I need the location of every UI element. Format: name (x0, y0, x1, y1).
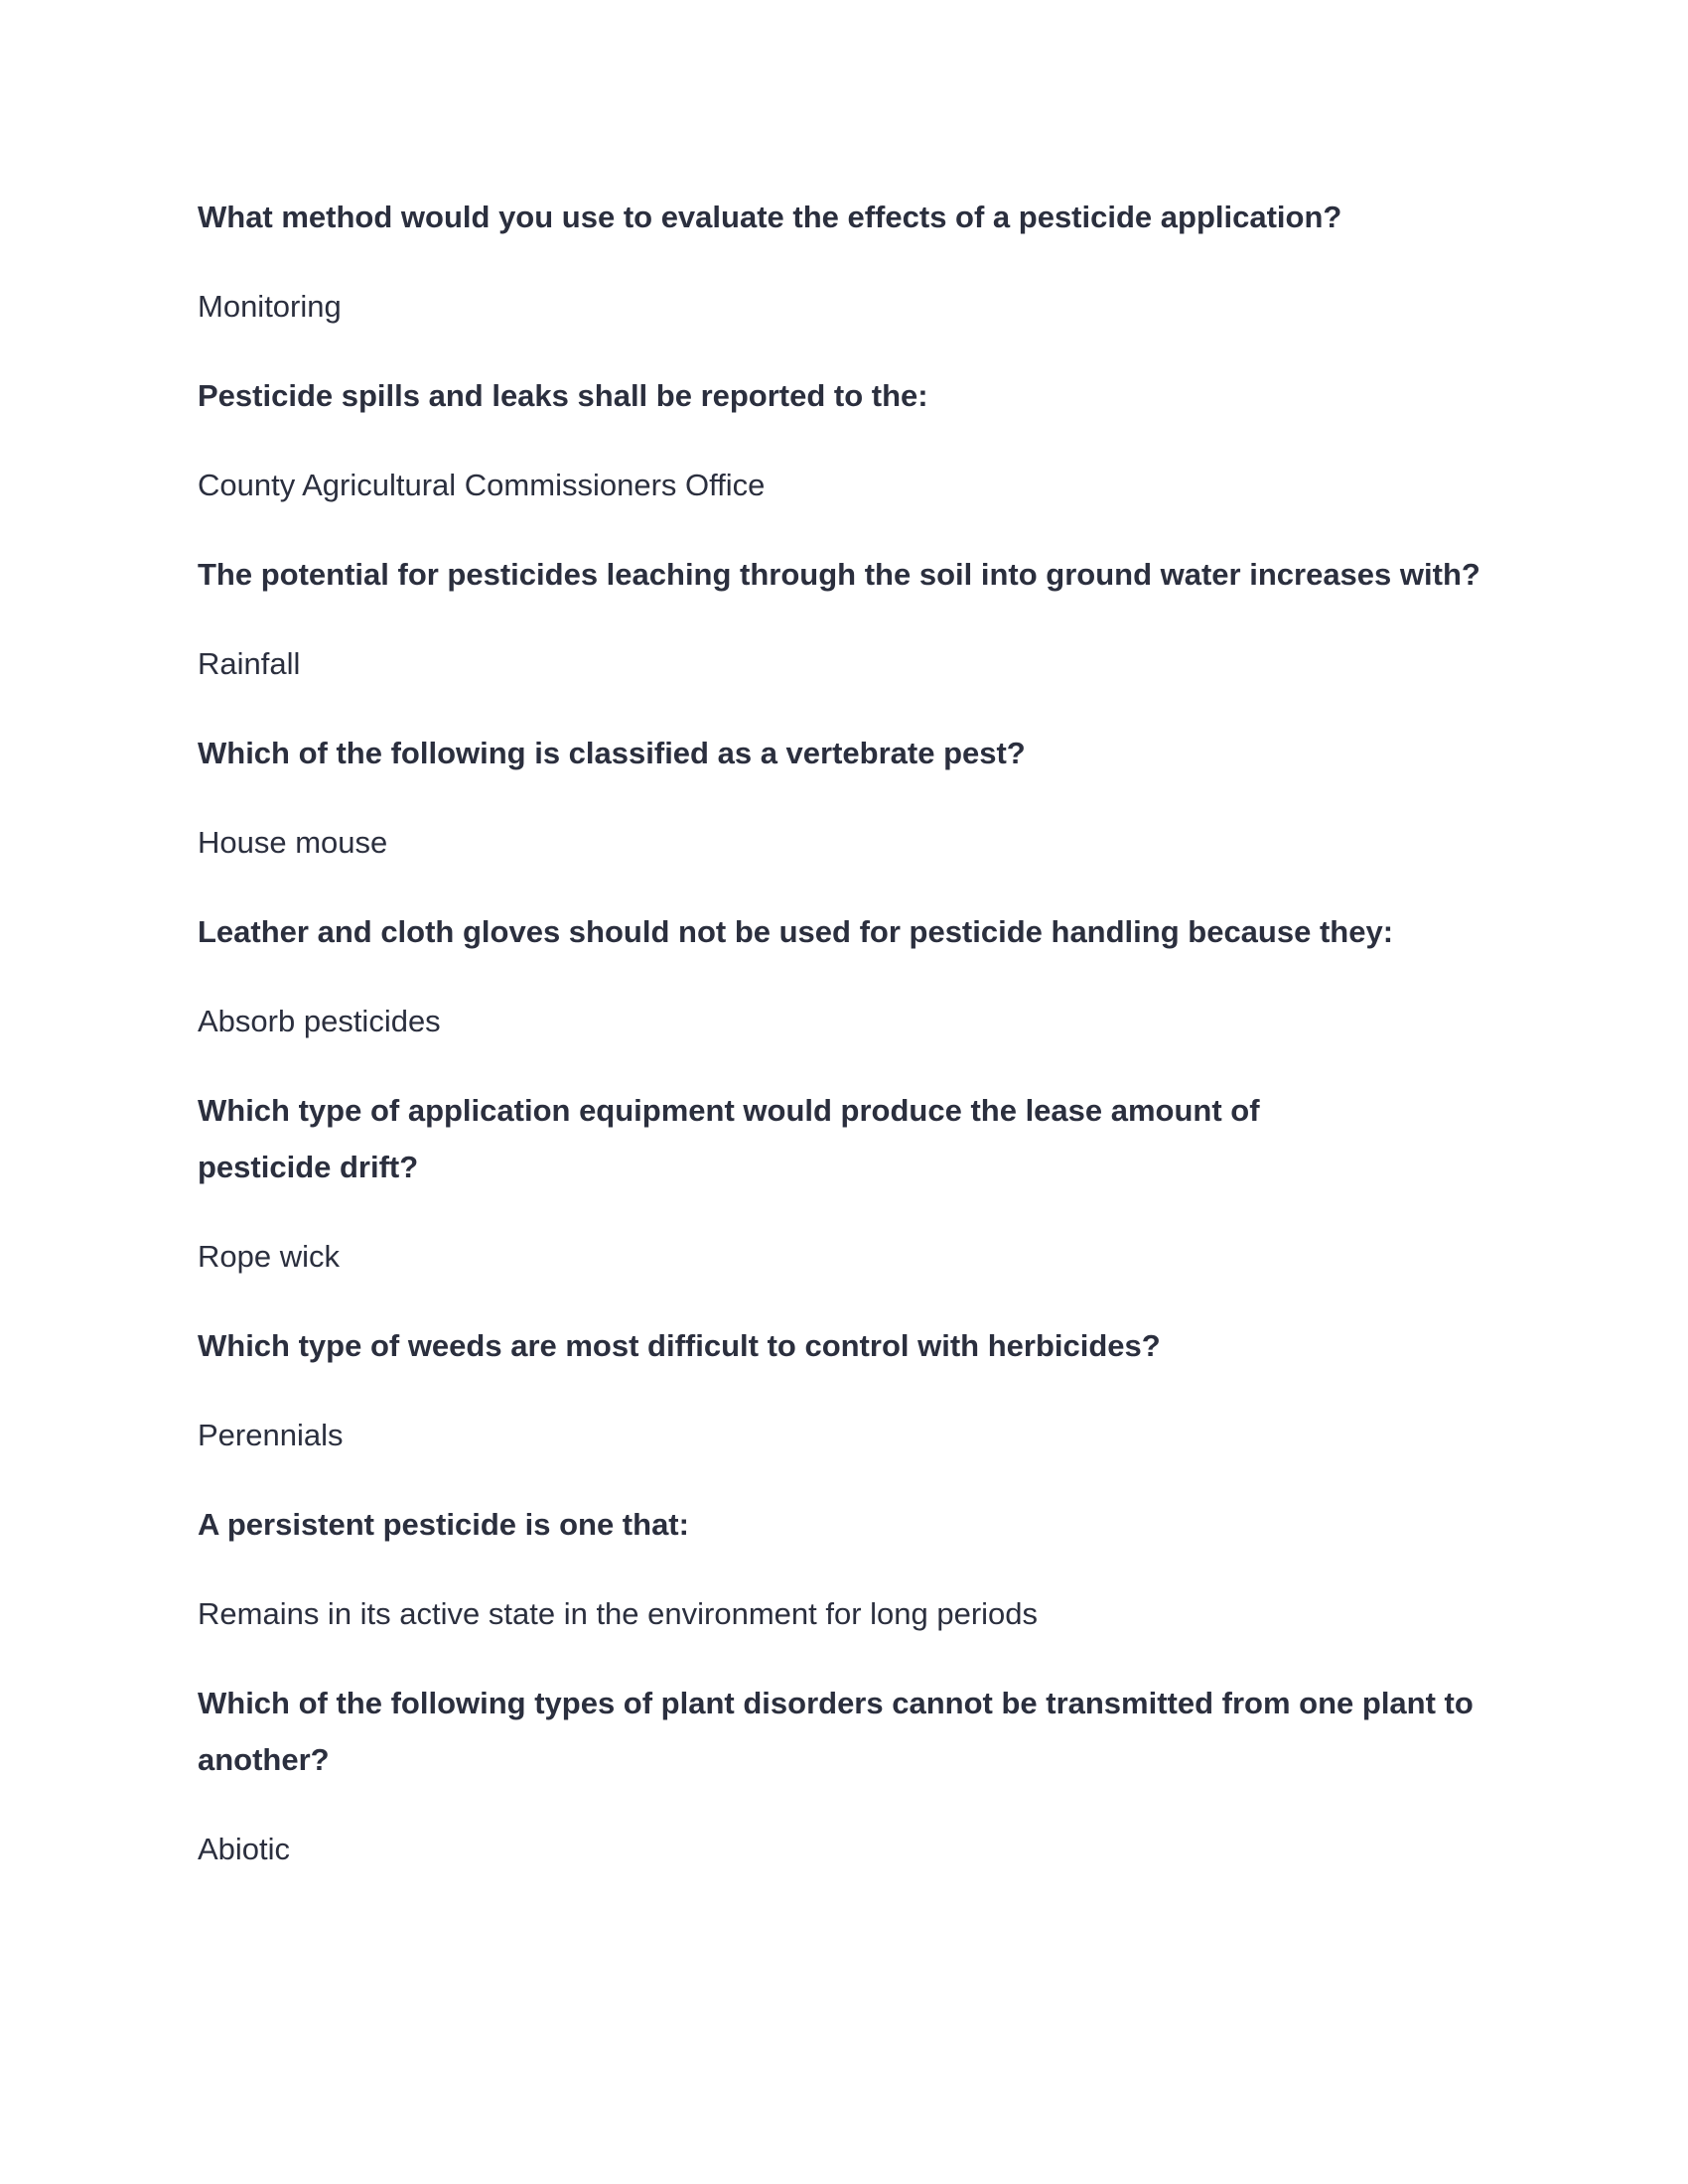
question-3: The potential for pesticides leaching through the soil into ground water increases with? (198, 557, 1480, 592)
answer-8: Remains in its active state in the environment for long periods (198, 1596, 1039, 1631)
question-9: Which of the following types of plant disorders cannot be transmitted from one plant to another? (198, 1686, 1474, 1777)
question-8: A persistent pesticide is one that: (198, 1507, 689, 1542)
question-2: Pesticide spills and leaks shall be reported to the: (198, 378, 928, 413)
question-1: What method would you use to evaluate the effects of a pesticide application? (198, 200, 1342, 234)
answer-1: Monitoring (198, 289, 342, 324)
answer-9: Abiotic (198, 1832, 291, 1866)
answer-7: Perennials (198, 1418, 344, 1452)
answer-3: Rainfall (198, 646, 301, 681)
qa-document (198, 189, 1488, 1910)
question-5: Leather and cloth gloves should not be used for pesticide handling because they: (198, 914, 1394, 949)
answer-2: County Agricultural Commissioners Office (198, 468, 766, 502)
answer-6: Rope wick (198, 1239, 340, 1274)
question-7: Which type of weeds are most difficult to control with herbicides? (198, 1328, 1161, 1363)
answer-5: Absorb pesticides (198, 1004, 441, 1038)
question-6: Which type of application equipment would produce the lease amount of pesticide drift? (198, 1093, 1260, 1184)
answer-4: House mouse (198, 825, 388, 860)
question-4: Which of the following is classified as a vertebrate pest? (198, 736, 1026, 770)
